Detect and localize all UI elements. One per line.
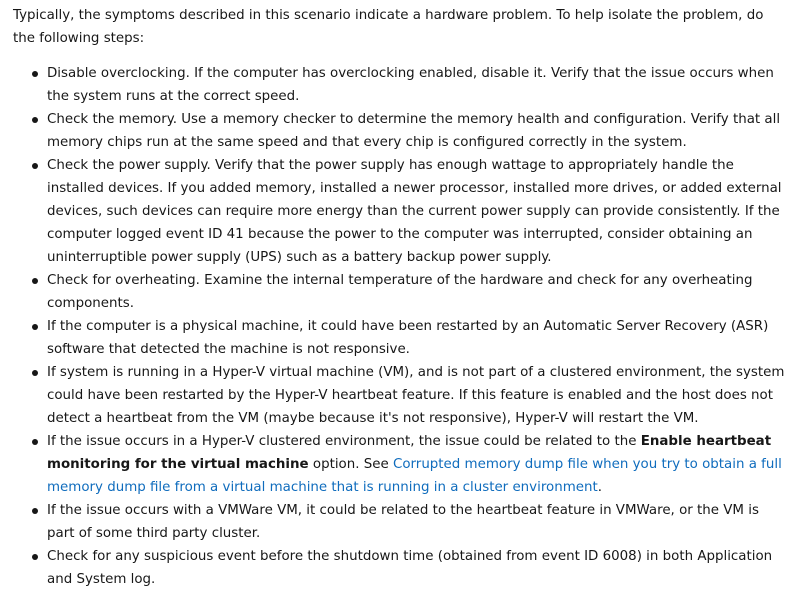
bullet-icon bbox=[32, 163, 38, 169]
bullet-icon bbox=[32, 554, 38, 560]
troubleshooting-steps-list bbox=[13, 62, 785, 591]
bullet-icon bbox=[32, 324, 38, 330]
list-item-text: If the issue occurs with a VMWare VM, it could be related to the heartbeat feature in VMWare, or the VM is part of some third party cluster. bbox=[47, 503, 759, 541]
list-item-text-middle: option. See bbox=[308, 457, 393, 472]
bullet-icon bbox=[32, 71, 38, 77]
list-item-suspicious-event bbox=[13, 545, 785, 591]
intro-paragraph: Typically, the symptoms described in this scenario indicate a hardware problem. To help isolate the problem, do the following steps: bbox=[13, 8, 764, 46]
list-item-text: Check the power supply. Verify that the power supply has enough wattage to appropriately handle the installed devices. If you added memory, installed a newer processor, installed more drives, or added external devices, such devices can require more energy than the current power supply can provide consistently. If the computer logged event ID 41 because the power to the computer was interrupted, consider obtaining an uninterruptible power supply (UPS) such as a battery backup power supply. bbox=[47, 158, 782, 265]
list-item-disable-overclocking bbox=[13, 62, 785, 108]
list-item-check-memory bbox=[13, 108, 785, 154]
list-item-vmware-vm bbox=[13, 499, 785, 545]
list-item-text-before: If the issue occurs in a Hyper-V clustered environment, the issue could be related to the bbox=[47, 434, 641, 449]
bullet-icon bbox=[32, 439, 38, 445]
bullet-icon bbox=[32, 278, 38, 284]
bullet-icon bbox=[32, 508, 38, 514]
list-item-physical-machine-asr bbox=[13, 315, 785, 361]
heartbeat-option-name: Enable heartbeat monitoring for the virtual machine bbox=[47, 434, 772, 472]
list-item-text-after: . bbox=[597, 480, 602, 495]
list-item-text: Check for overheating. Examine the internal temperature of the hardware and check for any overheating components. bbox=[47, 273, 753, 311]
list-item-text: Disable overclocking. If the computer has overclocking enabled, disable it. Verify that the issue occurs when the system runs at the correct speed. bbox=[47, 66, 774, 104]
list-item-text: If the computer is a physical machine, it could have been restarted by an Automatic Server Recovery (ASR) software that detected the machine is not responsive. bbox=[47, 319, 769, 357]
list-item-text: Check for any suspicious event before the shutdown time (obtained from event ID 6008) in both Application and System log. bbox=[47, 549, 773, 587]
list-item-check-power-supply bbox=[13, 154, 785, 269]
corrupted-memory-dump-link[interactable]: Corrupted memory dump file when you try to obtain a full memory dump file from a virtual machine that is running in a cluster environment bbox=[47, 457, 782, 495]
list-item-hyperv-cluster bbox=[13, 430, 785, 499]
list-item-hyperv-vm bbox=[13, 361, 785, 430]
bullet-icon bbox=[32, 370, 38, 376]
list-item-text: Check the memory. Use a memory checker to determine the memory health and configuration. Verify that all memory chips run at the same speed and that every chip is configured correctly in the system. bbox=[47, 112, 781, 150]
list-item-text: If system is running in a Hyper-V virtual machine (VM), and is not part of a clustered environment, the system could have been restarted by the Hyper-V heartbeat feature. If this feature is enabled and the host does not detect a heartbeat from the VM (maybe because it's not responsive), Hyper-V will restart the VM. bbox=[47, 365, 785, 426]
list-item-check-overheating bbox=[13, 269, 785, 315]
bullet-icon bbox=[32, 117, 38, 123]
